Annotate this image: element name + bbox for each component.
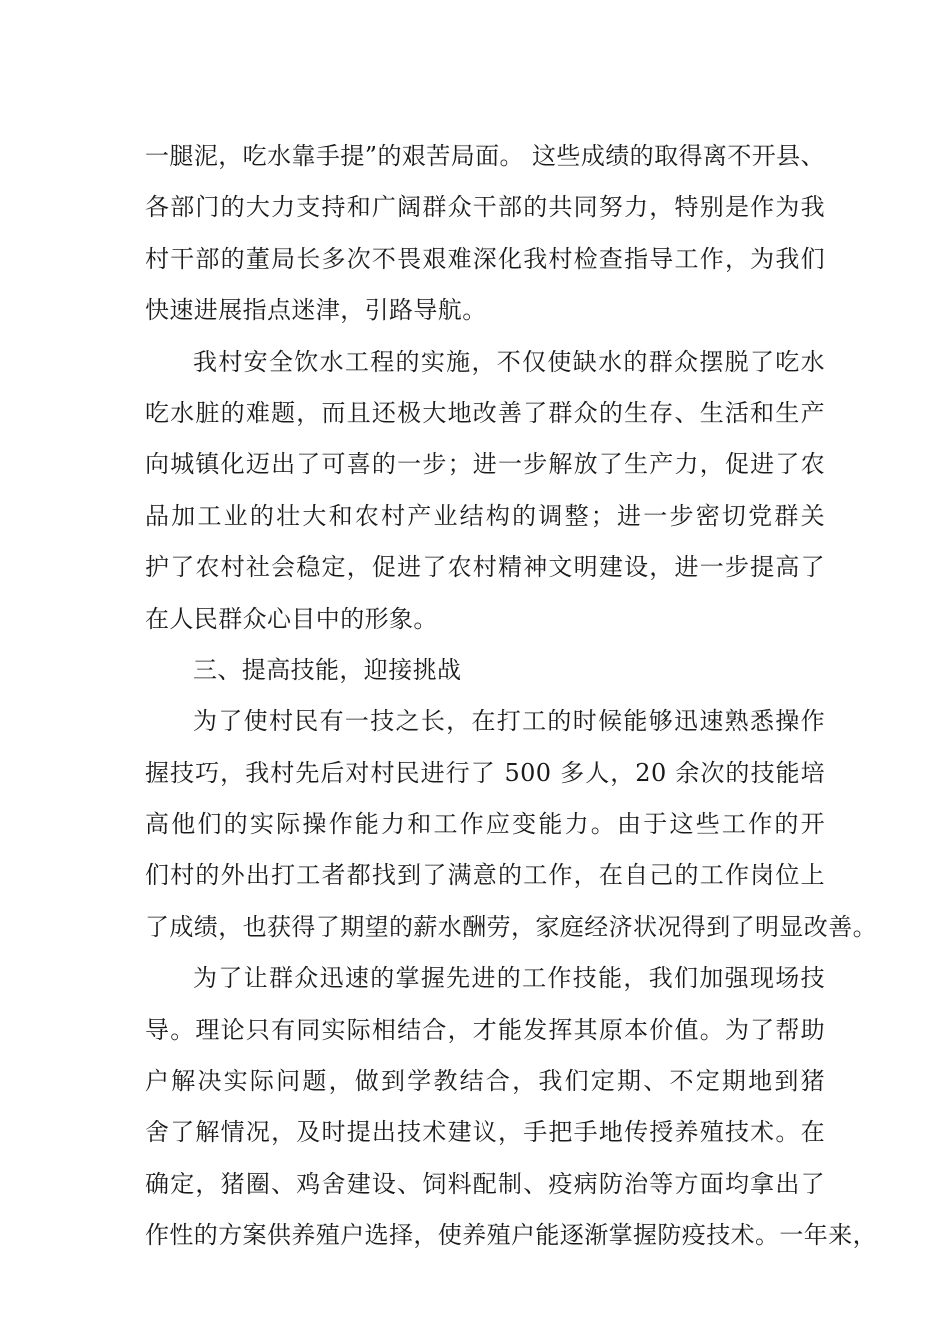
paragraph-continuation — [145, 131, 825, 337]
text-line: 快速进展指点迷津，引路导航。 — [145, 296, 487, 325]
text-line: 各部门的大力支持和广阔群众干部的共同努力，特别是作为我 — [145, 193, 825, 222]
text-line: 在人民群众心目中的形象。 — [145, 604, 438, 633]
text-line: 导。理论只有同实际相结合，才能发挥其原本价值。为了帮助 — [145, 1015, 825, 1044]
text-line: 护了农村社会稳定，促进了农村精神文明建设，进一步提高了 — [145, 553, 825, 582]
text-line: 吃水脏的难题，而且还极大地改善了群众的生存、生活和生产 — [145, 398, 825, 427]
section-heading — [145, 645, 825, 696]
text-line: 舍了解情况，及时提出技术建议，手把手地传授养殖技术。在 — [145, 1118, 825, 1147]
paragraph-technical-guidance — [145, 953, 877, 1261]
text-line: 品加工业的壮大和农村产业结构的调整；进一步密切党群关 — [145, 501, 825, 530]
document-body — [145, 131, 877, 1262]
text-line: 了成绩，也获得了期望的薪水酬劳，家庭经济状况得到了明显改善。 — [145, 912, 877, 941]
heading-text: 三、提高技能，迎接挑战 — [193, 655, 462, 684]
text-line: 高他们的实际操作能力和工作应变能力。由于这些工作的开 — [145, 810, 825, 839]
paragraph-skills-training — [145, 696, 877, 953]
text-line: 握技巧，我村先后对村民进行了 500 多人，20 余次的技能培 — [145, 758, 825, 787]
text-line: 村干部的董局长多次不畏艰难深化我村检查指导工作，为我们 — [145, 244, 825, 273]
text-line: 向城镇化迈出了可喜的一步；进一步解放了生产力，促进了农 — [145, 450, 825, 479]
text-line: 作性的方案供养殖户选择，使养殖户能逐渐掌握防疫技术。一年来， — [145, 1221, 877, 1250]
text-line: 我村安全饮水工程的实施，不仅使缺水的群众摆脱了吃水 — [193, 347, 825, 376]
text-line: 们村的外出打工者都找到了满意的工作，在自己的工作岗位上 — [145, 861, 825, 890]
text-line: 为了使村民有一技之长，在打工的时候能够迅速熟悉操作 — [193, 707, 825, 736]
text-line: 户解决实际问题，做到学教结合，我们定期、不定期地到猪 — [145, 1067, 825, 1096]
text-line: 为了让群众迅速的掌握先进的工作技能，我们加强现场技 — [193, 964, 825, 993]
text-line: 一腿泥，吃水靠手提”的艰苦局面。 这些成绩的取得离不开县、 — [145, 142, 825, 170]
text-line: 确定，猪圈、鸡舍建设、饲料配制、疫病防治等方面均拿出了 — [145, 1169, 825, 1198]
paragraph-water-project — [145, 337, 825, 645]
